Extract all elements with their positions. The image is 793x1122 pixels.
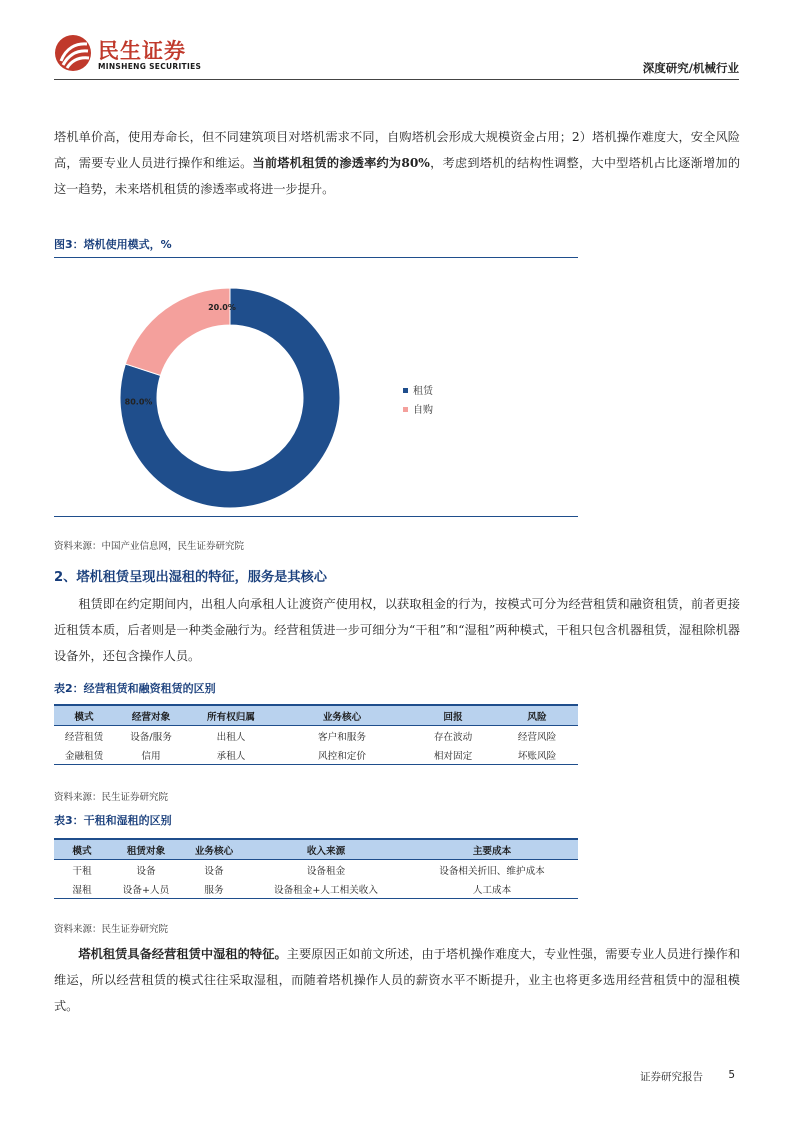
conclusion-bold-text: 塔机租赁具备经营租赁中湿租的特征。 [78,947,287,961]
intro-text-2: ，考虑到塔机的结构性调整，大中型塔机占比逐渐增加的这一趋势，未来塔机租赁的渗透率或将进一步提升。 [54,156,741,196]
table-cell: 人工成本 [406,879,578,899]
table-cell: 设备租金 [306,865,346,877]
donut-chart [54,262,578,516]
legend-label: 自购 [413,405,433,416]
table-3-header-row [54,839,578,860]
intro-paragraph [54,124,740,202]
table-row [54,745,578,765]
table-cell: 金融租赁 [54,745,114,765]
table-cell: 相对固定 [410,745,496,765]
table-3-header-cell: 主要成本 [406,839,578,860]
table-3-header-cell: 收入来源 [246,839,406,860]
legend-marker [403,407,408,412]
table-2-title: 表2：经营租赁和融资租赁的区别 [54,682,216,695]
page-number: 5 [728,1069,735,1081]
table-2-header-cell: 风险 [496,705,578,726]
donut-slice-purchase [125,288,230,375]
leasing-paragraph: 租赁即在约定期间内，出租人向承租人让渡资产使用权，以获取租金的行为，按模式可分为经营租赁和融资租赁，前者更接近租赁本质，后者则是一种类金融行为。经营租赁进一步可细分为“干租”和“湿租”两种模式，干租只包含机器租赁，湿租除机器设备外，还包含操作人员。 [54,597,740,663]
table-cell: 设备+人员 [110,879,182,899]
table-cell: 存在波动 [433,731,473,743]
table-2-source: 资料来源：民生证券研究院 [54,792,169,803]
minsheng-logo-icon [54,34,92,72]
table-row [54,879,578,899]
intro-bold-text: 当前塔机租赁的渗透率约为80% [252,156,430,170]
conclusion-paragraph [54,941,740,1019]
table-cell: 设备相关折旧、维护成本 [439,865,545,877]
table-3-title: 表3：干租和湿租的区别 [54,814,172,827]
table-cell: 客户和服务 [318,731,366,743]
table-cell: 湿租 [54,879,110,899]
table-2 [54,704,578,765]
table-2-header-cell: 经营对象 [114,705,188,726]
table-cell: 服务 [182,879,246,899]
table-3 [54,838,578,899]
legend-label: 租赁 [413,386,433,397]
report-category: 深度研究/机械行业 [642,61,739,75]
header-divider [54,79,739,80]
legend-marker [403,388,408,393]
table-cell: 坏账风险 [496,745,578,765]
conclusion-text: 主要原因正如前文所述，由于塔机操作难度大，专业性强，需要专业人员进行操作和维运，所以经营租赁的模式往往采取湿租，而随着塔机操作人员的薪资水平不断提升，业主也将更多选用经营租赁中的湿租模式。 [54,947,741,1013]
figure-3-source: 资料来源：中国产业信息网，民生证券研究院 [54,541,245,552]
table-cell: 风控和定价 [274,745,410,765]
table-3-header-cell: 租赁对象 [110,839,182,860]
table-3-header-cell: 业务核心 [182,839,246,860]
figure-bottom-rule [54,516,578,517]
table-3-header-cell: 模式 [54,839,110,860]
table-cell: 设备租金+人工相关收入 [246,879,406,899]
table-cell: 设备 [204,865,224,877]
footer-report-label: 证券研究报告 [640,1071,703,1083]
donut-data-label: 80.0% [124,397,153,407]
table-3-source: 资料来源：民生证券研究院 [54,924,169,935]
logo-english-name: MINSHENG SECURITIES [98,62,202,71]
table-cell: 信用 [114,745,188,765]
figure-3-title: 图3：塔机使用模式，% [54,238,172,251]
table-2-header-row [54,705,578,726]
table-2-header-cell: 回报 [410,705,496,726]
company-logo [54,34,204,74]
table-2-header-cell: 业务核心 [274,705,410,726]
donut-data-label: 20.0% [208,302,236,312]
table-2-header-cell: 模式 [54,705,114,726]
table-cell: 经营风险 [517,731,557,743]
table-2-header-cell: 所有权归属 [188,705,274,726]
table-cell: 经营租赁 [64,731,104,743]
table-cell: 干租 [72,865,92,877]
table-cell: 设备/服务 [130,731,172,743]
table-cell: 承租人 [188,745,274,765]
logo-chinese-name: 民生证券 [98,39,186,63]
section-2-heading: 2、塔机租赁呈现出湿租的特征，服务是其核心 [54,570,327,585]
table-cell: 设备 [136,865,156,877]
intro-text-1: 塔机单价高，使用寿命长，但不同建筑项目对塔机需求不同，自购塔机会形成大规模资金占用；2）塔机操作难度大，安全风险高，需要专业人员进行操作和维运。 [54,130,740,170]
figure-top-rule [54,257,578,258]
table-cell: 出租人 [216,731,246,743]
table-row [54,860,578,880]
table-row [54,726,578,746]
